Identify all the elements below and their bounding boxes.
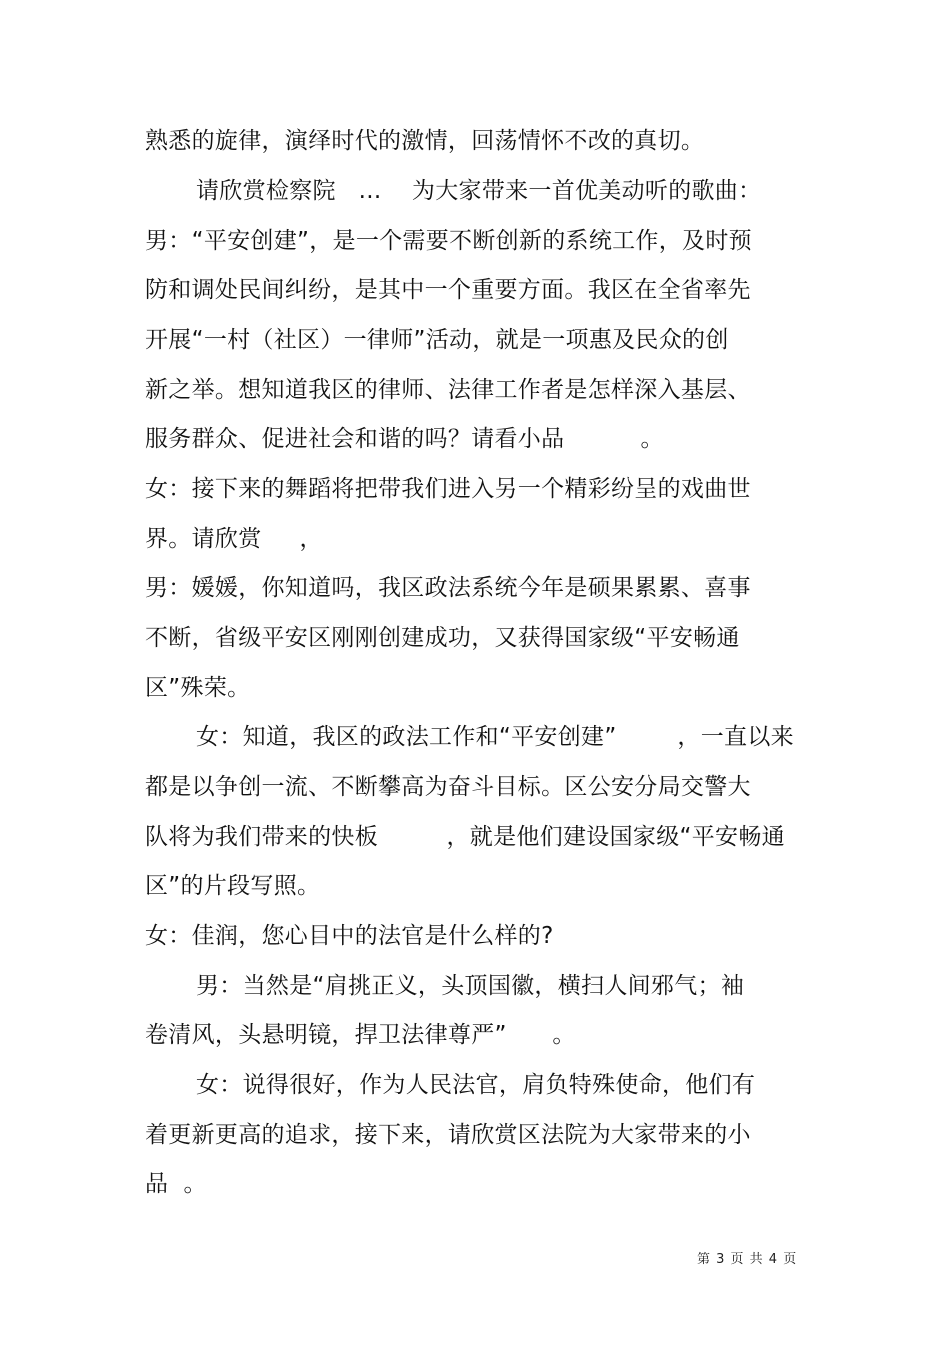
text-line: 男：“平安创建”，是一个需要不断创新的系统工作，及时预 (145, 228, 752, 254)
page-number: 第 3 页 共 4 页 (697, 1252, 798, 1267)
text-line: 熟悉的旋律，演绎时代的激情，回荡情怀不改的真切。 (145, 128, 705, 154)
text-line: 开展“一村（社区）一律师”活动，就是一项惠及民众的创 (145, 327, 729, 353)
text-line: 防和调处民间纠纷，是其中一个重要方面。我区在全省率先 (145, 277, 751, 303)
text-line: 区”殊荣。 (145, 675, 251, 701)
text-line: 界。请欣赏 ， (145, 526, 323, 552)
text-line: 男：当然是“肩挑正义，头顶国徽，横扫人间邪气；袖 (196, 973, 745, 999)
text-line: 品 。 (145, 1171, 207, 1197)
text-line: 不断，省级平安区刚刚创建成功，又获得国家级“平安畅通 (145, 625, 740, 651)
text-line: 女：说得很好，作为人民法官，肩负特殊使命，他们有 (196, 1072, 756, 1098)
text-line: 服务群众、促进社会和谐的吗？请看小品 。 (145, 426, 664, 452)
text-line: 着更新更高的追求，接下来，请欣赏区法院为大家带来的小 (145, 1122, 751, 1148)
text-line: 都是以争创一流、不断攀高为奋斗目标。区公安分局交警大 (145, 774, 751, 800)
text-line: 请欣赏检察院 ... 为大家带来一首优美动听的歌曲： (196, 178, 762, 204)
text-line: 男：媛媛，你知道吗，我区政法系统今年是硕果累累、喜事 (145, 575, 751, 601)
text-line: 队将为我们带来的快板 ，就是他们建设国家级“平安畅通 (145, 824, 785, 850)
text-line: 卷清风，头悬明镜，捍卫法律尊严” 。 (145, 1022, 576, 1048)
text-line: 区”的片段写照。 (145, 873, 321, 899)
text-line: 女：知道，我区的政法工作和“平安创建” ，一直以来 (196, 724, 794, 750)
text-line: 女：佳润，您心目中的法官是什么样的? (145, 923, 554, 949)
text-line: 新之举。想知道我区的律师、法律工作者是怎样深入基层、 (145, 377, 751, 403)
text-line: 女：接下来的舞蹈将把带我们进入另一个精彩纷呈的戏曲世 (145, 476, 751, 502)
